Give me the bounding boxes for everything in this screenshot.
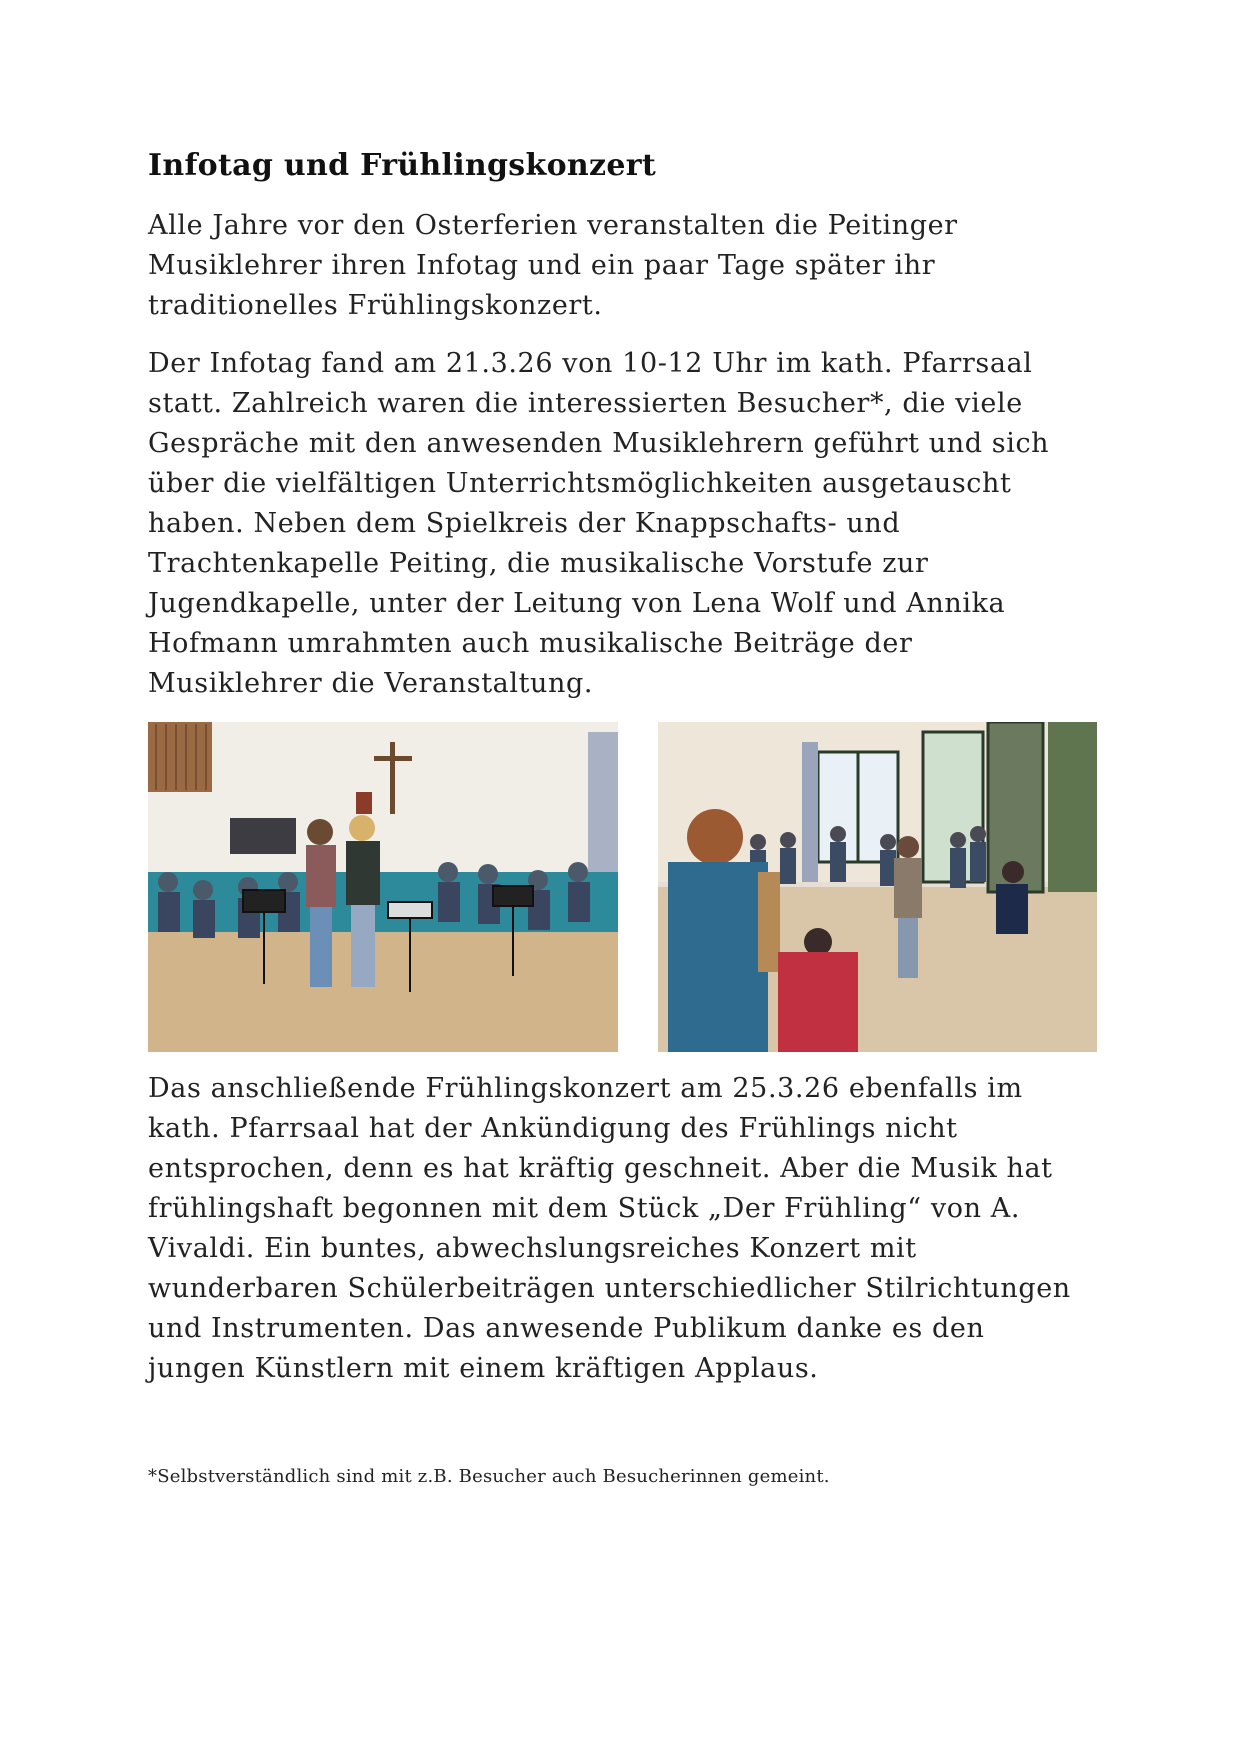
text-line: Das anschließende Frühlingskonzert am 25.3.26 ebenfalls im bbox=[148, 1073, 1023, 1104]
paragraph-konzert bbox=[148, 1069, 1088, 1389]
text-line: Musiklehrer ihren Infotag und ein paar Tage später ihr bbox=[148, 250, 936, 281]
text-line: Vivaldi. Ein buntes, abwechslungsreiches Konzert mit bbox=[148, 1233, 917, 1264]
text-line: Trachtenkapelle Peiting, die musikalische Vorstufe zur bbox=[148, 548, 929, 579]
text-line: kath. Pfarrsaal hat der Ankündigung des Frühlings nicht bbox=[148, 1113, 958, 1144]
text-line: jungen Künstlern mit einem kräftigen Applaus. bbox=[148, 1353, 819, 1384]
text-line: Der Infotag fand am 21.3.26 von 10-12 Uhr im kath. Pfarrsaal bbox=[148, 348, 1033, 379]
text-line: Jugendkapelle, unter der Leitung von Lena Wolf und Annika bbox=[148, 588, 1006, 619]
text-line: über die vielfältigen Unterrichtsmöglichkeiten ausgetauscht bbox=[148, 468, 1012, 499]
text-line: haben. Neben dem Spielkreis der Knappschafts- und bbox=[148, 508, 901, 539]
text-line: Hofmann umrahmten auch musikalische Beiträge der bbox=[148, 628, 913, 659]
text-line: Alle Jahre vor den Osterferien veranstalten die Peitinger bbox=[148, 210, 958, 241]
text-line: und Instrumenten. Das anwesende Publikum danke es den bbox=[148, 1313, 985, 1344]
photo-info-day-visitors bbox=[658, 722, 1097, 1052]
text-line: wunderbaren Schülerbeiträgen unterschiedlicher Stilrichtungen bbox=[148, 1273, 1071, 1304]
text-line: Musiklehrer die Veranstaltung. bbox=[148, 668, 594, 699]
text-line: frühlingshaft begonnen mit dem Stück „Der Frühling“ von A. bbox=[148, 1193, 1021, 1224]
footnote: *Selbstverständlich sind mit z.B. Besucher auch Besucherinnen gemeint. bbox=[148, 1466, 830, 1487]
text-line: Gespräche mit den anwesenden Musiklehrern geführt und sich bbox=[148, 428, 1050, 459]
page-title: Infotag und Frühlingskonzert bbox=[148, 148, 656, 183]
text-line: entsprochen, denn es hat kräftig geschneit. Aber die Musik hat bbox=[148, 1153, 1053, 1184]
paragraph-infotag bbox=[148, 344, 1088, 704]
photo-orchestra-rehearsal-image bbox=[148, 722, 618, 1052]
text-line: statt. Zahlreich waren die interessierten Besucher*, die viele bbox=[148, 388, 1023, 419]
paragraph-intro bbox=[148, 206, 1088, 326]
photo-orchestra-rehearsal bbox=[148, 722, 618, 1052]
photo-info-day-visitors-image bbox=[658, 722, 1097, 1052]
text-line: traditionelles Frühlingskonzert. bbox=[148, 290, 603, 321]
